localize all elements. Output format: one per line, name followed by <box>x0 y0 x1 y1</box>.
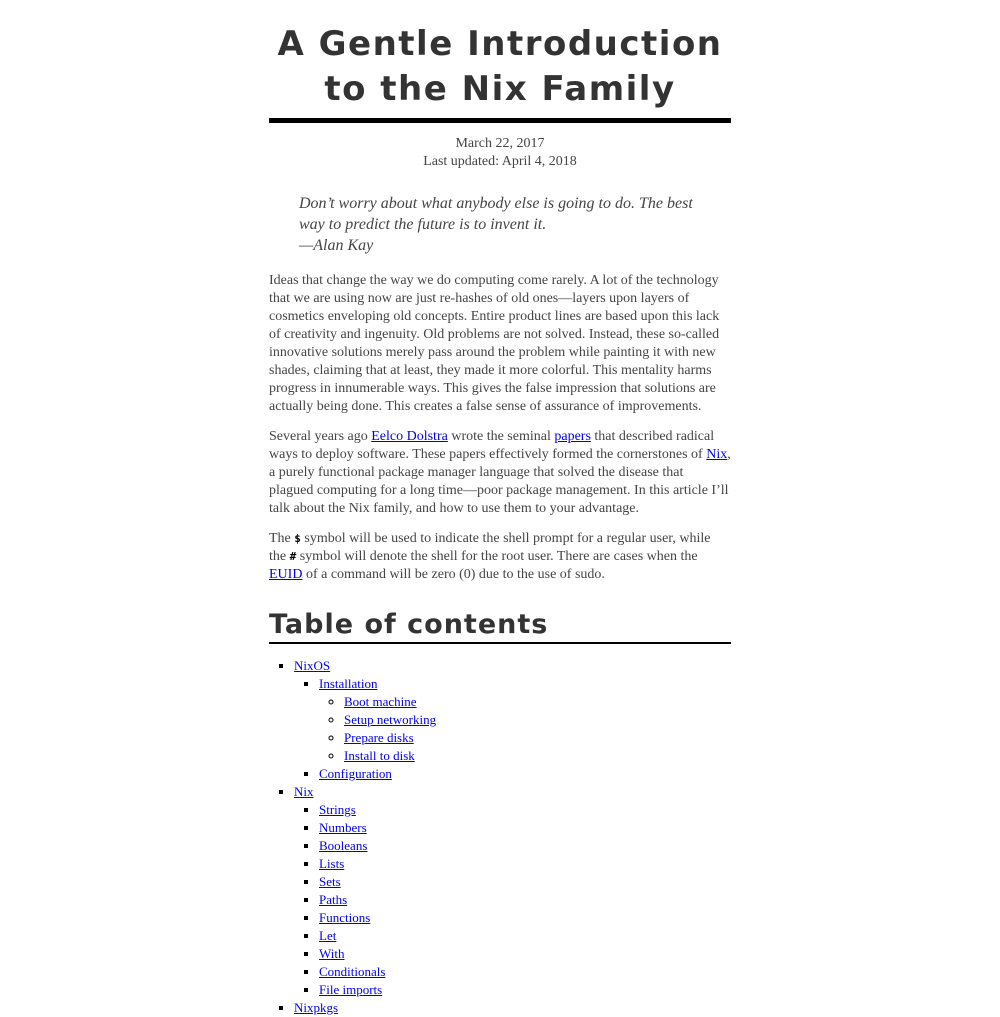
link-eelco-dolstra[interactable]: Eelco Dolstra <box>371 429 448 444</box>
toc-sublist-nix <box>294 801 731 999</box>
toc-item <box>319 891 731 909</box>
article <box>269 0 731 1017</box>
text-segment: symbol will be used to indicate the shell prompt for a regular user, while the <box>269 531 711 564</box>
toc-link-installation[interactable]: Installation <box>319 676 378 691</box>
toc-heading: Table of contents <box>269 608 731 644</box>
toc-link-functions[interactable]: Functions <box>319 910 371 925</box>
text-segment: The <box>269 531 295 546</box>
quote-text: Don’t worry about what anybody else is going to do. The best way to predict the future is to invent it. <box>299 195 693 233</box>
toc-item <box>319 819 731 837</box>
toc-item <box>344 729 731 747</box>
toc-link-conditionals[interactable]: Conditionals <box>319 964 386 979</box>
intro-paragraph: Ideas that change the way we do computing come rarely. A lot of the technology that we are using now are just re-hashes of old ones—layers upon layers of cosmetics enveloping old concepts. Entire product lines are based upon this lack of creativity and ingenuity. Old problems are not solved. Instead, these so-called innovative solutions merely pass around the problem while painting it with new shades, claiming that at least, they made it more colorful. This mentality harms progress in innumerable ways. This gives the false impression that solutions are actually being done. This creates a false sense of assurance of improvements. <box>269 273 720 414</box>
toc-item-installation <box>319 675 731 765</box>
background-paragraph <box>269 428 731 518</box>
toc-item <box>319 909 731 927</box>
text-segment: wrote the seminal <box>447 429 555 444</box>
toc-link-nix[interactable]: Nix <box>294 784 314 799</box>
text-segment: of a command will be zero (0) due to the use of sudo. <box>302 567 605 582</box>
toc-item <box>319 963 731 981</box>
toc-link-file-imports[interactable]: File imports <box>319 982 383 997</box>
toc-link-boot-machine[interactable]: Boot machine <box>344 694 417 709</box>
toc-link-strings[interactable]: Strings <box>319 802 356 817</box>
toc-link-install-to-disk[interactable]: Install to disk <box>344 748 415 763</box>
article-dates <box>269 135 731 171</box>
publish-date: March 22, 2017 <box>455 136 545 151</box>
text-segment: that described radical ways to deploy software. These papers effectively formed the cornerstones of <box>269 429 715 462</box>
toc-link-booleans[interactable]: Booleans <box>319 838 368 853</box>
link-euid[interactable]: EUID <box>269 567 303 582</box>
toc-item-nixos <box>294 657 731 783</box>
text-segment: , a purely functional package manager language that solved the disease that plagued computing for a long time—poor package management. In this article I’ll talk about the Nix family, and how to use them to your advantage. <box>269 447 731 516</box>
toc-item <box>319 945 731 963</box>
toc-link-prepare-disks[interactable]: Prepare disks <box>344 730 414 745</box>
toc-item <box>319 837 731 855</box>
toc-item <box>344 747 731 765</box>
toc-link-configuration[interactable]: Configuration <box>319 766 392 781</box>
toc-link-with[interactable]: With <box>319 946 345 961</box>
text-segment: symbol will denote the shell for the root user. There are cases when the <box>296 549 698 564</box>
toc-item-configuration <box>319 765 731 783</box>
toc-item <box>319 801 731 819</box>
conventions-paragraph <box>269 530 731 584</box>
toc-link-nixos[interactable]: NixOS <box>294 658 331 673</box>
toc-item-nixpkgs <box>294 999 731 1017</box>
code-hash: # <box>289 550 297 563</box>
toc-item <box>319 981 731 999</box>
toc-item <box>344 711 731 729</box>
toc-link-nixpkgs[interactable]: Nixpkgs <box>294 1000 339 1015</box>
toc-item <box>319 873 731 891</box>
toc-item <box>344 693 731 711</box>
text-segment: Several years ago <box>269 429 372 444</box>
quote-author: —Alan Kay <box>299 237 374 254</box>
toc-link-setup-networking[interactable]: Setup networking <box>344 712 437 727</box>
toc-sublist-installation <box>319 693 731 765</box>
code-dollar: $ <box>294 532 301 545</box>
epigraph-quote <box>299 193 697 256</box>
toc-item <box>319 927 731 945</box>
toc-link-paths[interactable]: Paths <box>319 892 348 907</box>
page-title: A Gentle Introduction to the Nix Family <box>269 22 731 123</box>
link-nix[interactable]: Nix <box>706 447 728 462</box>
toc-item-nix <box>294 783 731 999</box>
toc-list <box>269 657 731 1017</box>
updated-date: Last updated: April 4, 2018 <box>423 154 577 169</box>
toc-link-sets[interactable]: Sets <box>319 874 341 889</box>
toc-link-lists[interactable]: Lists <box>319 856 345 871</box>
toc-link-let[interactable]: Let <box>319 928 337 943</box>
toc-item <box>319 855 731 873</box>
toc-sublist-nixos <box>294 675 731 783</box>
link-papers[interactable]: papers <box>554 429 591 444</box>
toc-link-numbers[interactable]: Numbers <box>319 820 367 835</box>
